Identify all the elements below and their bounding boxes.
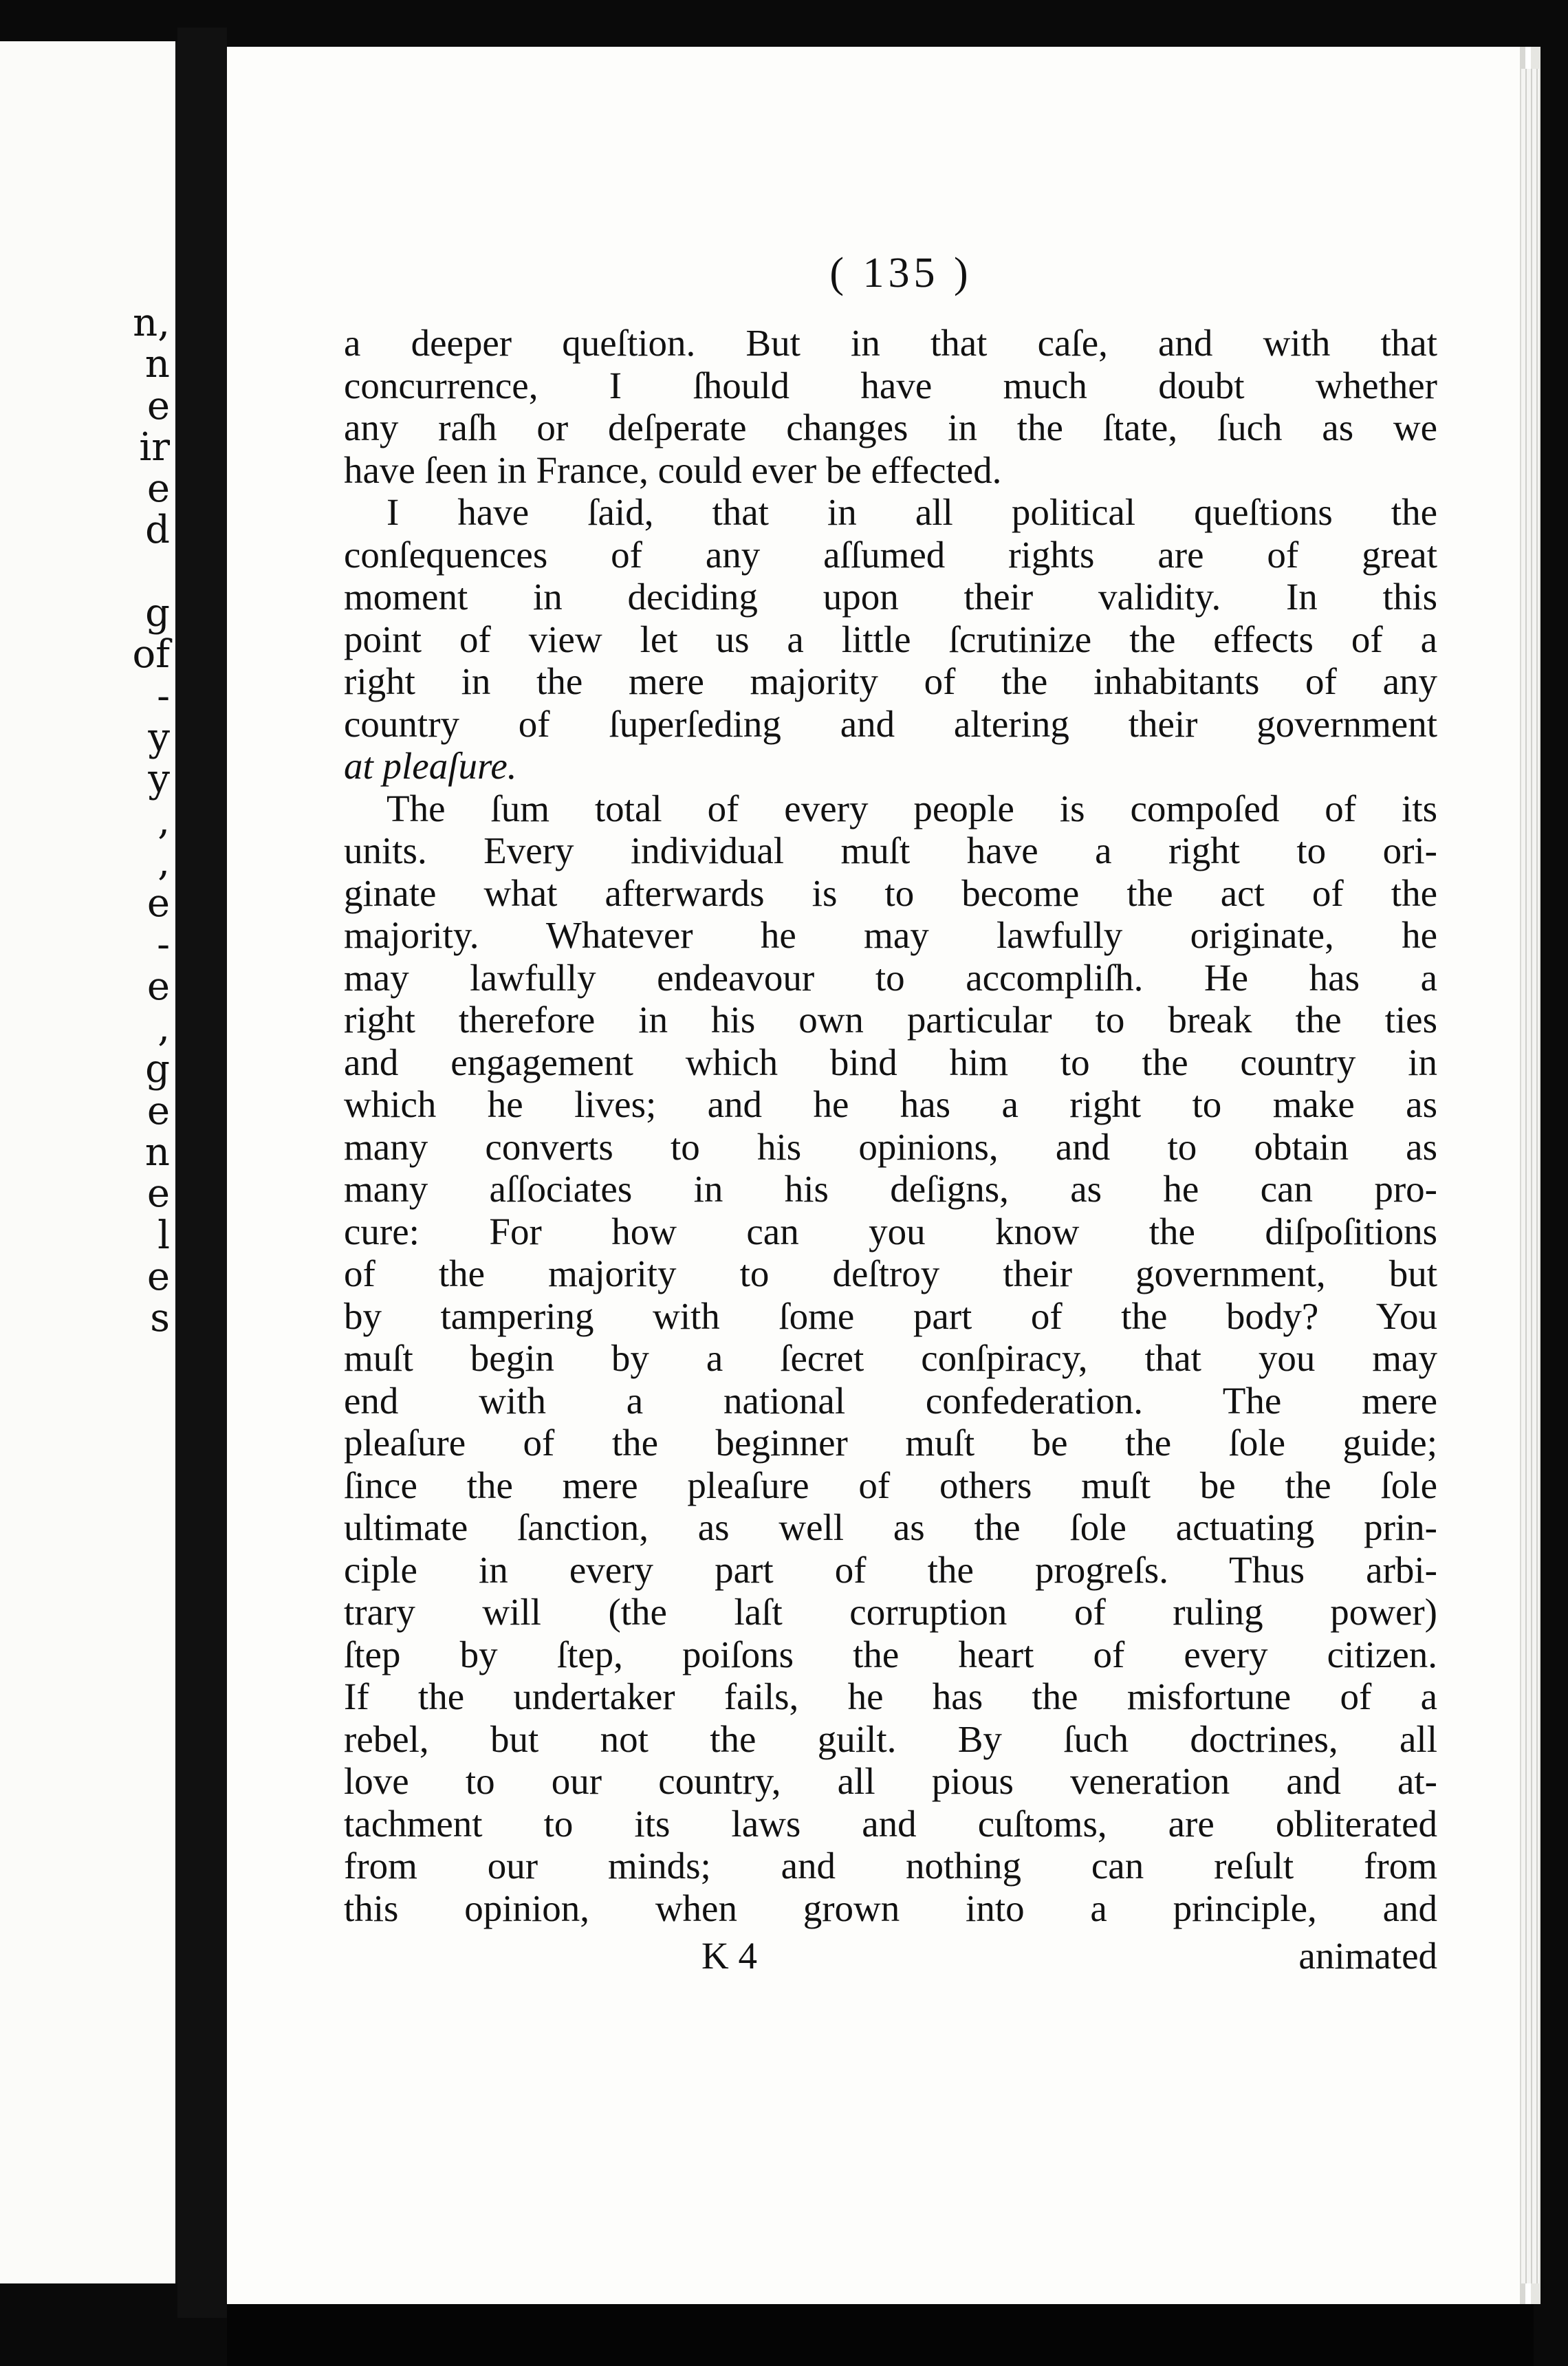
margin-fragment: l	[157, 1213, 170, 1258]
text-line: any raſh or deſperate changes in the ſtate, ſuch as we	[344, 406, 1437, 448]
page-text-block	[344, 246, 1437, 1980]
text-line: units. Every individual muſt have a right to ori-	[344, 829, 1437, 871]
margin-fragment: e	[146, 1171, 170, 1217]
text-line: If the undertaker fails, he has the misfortune of a	[344, 1675, 1437, 1717]
margin-fragment: e	[146, 383, 170, 428]
text-line: cure: For how can you know the diſpoſitions	[344, 1210, 1437, 1252]
text-line: and engagement which bind him to the country in	[344, 1041, 1437, 1083]
margin-fragment: n	[144, 1129, 170, 1175]
text-line: moment in deciding upon their validity. In this	[344, 576, 1437, 618]
margin-fragment: e	[146, 881, 170, 926]
margin-fragment: y	[148, 757, 170, 802]
page-footer	[344, 1932, 1437, 1980]
text-line: rebel, but not the guilt. By ſuch doctrines, all	[344, 1717, 1437, 1760]
text-line: this opinion, when grown into a principle, and	[344, 1887, 1437, 1929]
text-line: conſequences of any aſſumed rights are of great	[344, 533, 1437, 576]
text-line: ciple in every part of the progreſs. Thus arbi-	[344, 1548, 1437, 1591]
text-line: I have ſaid, that in all political queſtions the	[386, 491, 1437, 533]
text-line: ultimate ſanction, as well as the ſole actuating prin-	[344, 1506, 1437, 1548]
text-line: ginate what afterwards is to become the act of the	[344, 871, 1437, 914]
catchword: animated	[1298, 1935, 1437, 1977]
margin-fragment	[122, 552, 170, 593]
margin-fragment: n	[144, 342, 170, 387]
margin-fragment: d	[145, 508, 170, 553]
text-line: ſtep by ſtep, poiſons the heart of every citizen.	[344, 1633, 1437, 1675]
text-line: may lawfully endeavour to accompliſh. He has a	[344, 956, 1437, 999]
margin-fragment: e	[146, 964, 170, 1009]
text-line: concurrence, I ſhould have much doubt whether	[344, 364, 1437, 406]
text-line: muſt begin by a ſecret conſpiracy, that you may	[344, 1337, 1437, 1379]
text-line: from our minds; and nothing can reſult from	[344, 1845, 1437, 1887]
margin-fragment: s	[150, 1296, 170, 1341]
text-line: tachment to its laws and cuſtoms, are obliterated	[344, 1802, 1437, 1845]
left-facing-page	[0, 41, 179, 2283]
text-line: point of view let us a little ſcrutinize the effects of a	[344, 618, 1437, 660]
margin-fragment: of	[132, 632, 170, 677]
margin-fragment: e	[146, 1088, 170, 1133]
text-line: right in the mere majority of the inhabitants of any	[344, 660, 1437, 702]
margin-fragment: g	[145, 1047, 170, 1092]
text-line: trary will (the laſt corruption of ruling power)	[344, 1591, 1437, 1633]
signature-mark: K 4	[701, 1935, 757, 1977]
book-gutter	[177, 28, 227, 2318]
margin-fragment: ir	[139, 424, 170, 470]
text-line: country of ſuperſeding and altering their government	[344, 702, 1437, 745]
margin-fragment: y	[148, 715, 170, 760]
text-line: a deeper queſtion. But in that caſe, and with that	[344, 322, 1437, 364]
text-line: The ſum total of every people is compoſed of its	[386, 787, 1437, 829]
margin-fragment: -	[157, 922, 170, 968]
text-line: at pleaſure.	[344, 745, 517, 787]
text-line: right therefore in his own particular to break the ties	[344, 999, 1437, 1041]
page-number: ( 135 )	[829, 250, 972, 296]
text-line: many converts to his opinions, and to obtain as	[344, 1125, 1437, 1168]
margin-fragment: e	[146, 1254, 170, 1299]
margin-fragment: e	[146, 466, 170, 512]
text-line: of the majority to deſtroy their government, but	[344, 1252, 1437, 1294]
text-line: end with a national confederation. The mere	[344, 1379, 1437, 1422]
scan-bottom-border	[227, 2304, 1534, 2366]
text-line: by tampering with ſome part of the body? You	[344, 1294, 1437, 1337]
text-line: which he lives; and he has a right to make as	[344, 1083, 1437, 1125]
body-text	[344, 322, 1437, 1929]
margin-fragment: ,	[157, 839, 170, 884]
text-line: majority. Whatever he may lawfully originate, he	[344, 914, 1437, 956]
margin-fragment: ,	[157, 798, 170, 843]
margin-fragment: g	[145, 591, 170, 636]
page-edge-stack	[1521, 69, 1539, 2283]
text-line: have ſeen in France, could ever be effected.	[344, 448, 1002, 491]
main-page	[227, 47, 1540, 2304]
margin-fragment: n,	[133, 301, 170, 345]
text-line: ſince the mere pleaſure of others muſt be the ſole	[344, 1464, 1437, 1506]
text-line: pleaſure of the beginner muſt be the ſole guide;	[344, 1422, 1437, 1464]
text-line: love to our country, all pious veneration and at-	[344, 1760, 1437, 1802]
margin-fragment: -	[157, 673, 170, 719]
margin-fragment: ,	[157, 1006, 170, 1051]
left-page-margin-text	[122, 303, 170, 1339]
text-line: many aſſociates in his deſigns, as he can pro-	[344, 1168, 1437, 1210]
